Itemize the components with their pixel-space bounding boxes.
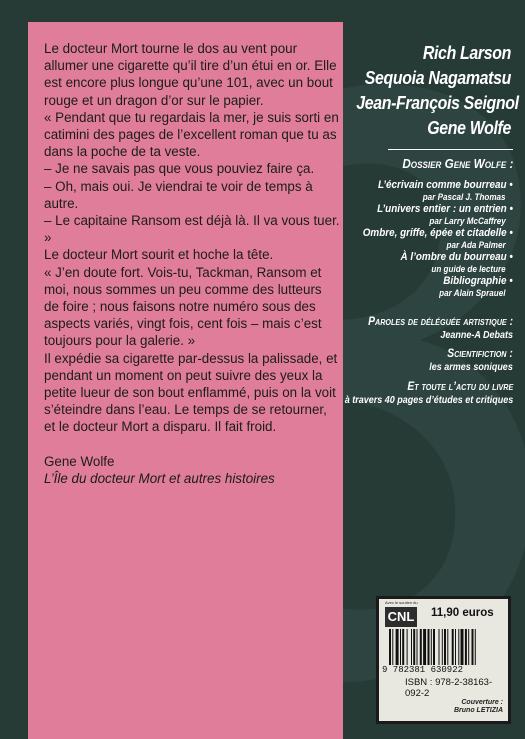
divider <box>388 149 513 150</box>
excerpt-paragraph: « J’en doute fort. Vois-tu, Tackman, Ransom et moi, nous sommes un peu comme des lutteurs de foire ; nous faisons notre numéro sous des aspects variés, vingt fois, cent fois – mais c’est toujours pour la galerie. » <box>44 264 322 349</box>
section-sub: à travers 40 pages d’études et critiques <box>344 395 513 406</box>
author-list <box>331 40 519 140</box>
dossier-item <box>363 227 513 251</box>
credit-name: Bruno LETIZIA <box>454 707 503 714</box>
section-scientifiction <box>429 348 513 374</box>
credit-label: Couverture : <box>461 699 503 706</box>
section-sub: Jeanne-A Debats <box>440 330 513 341</box>
dossier-item-author: par Larry McCaffrey <box>429 216 506 226</box>
barcode-digits: 9 782381 630922 <box>382 665 464 675</box>
dossier-heading: Dossier Gene Wolfe : <box>401 156 513 171</box>
dossier-item-title: À l’ombre du bourreau • <box>400 251 513 263</box>
section-heading: Paroles de déléguée artistique : <box>368 316 513 328</box>
barcode-icon <box>389 629 504 665</box>
barcode-panel <box>376 596 511 724</box>
excerpt-paragraph: – Oh, mais oui. Je viendrai te voir de temps à autre. <box>44 178 313 211</box>
dossier-item <box>401 251 513 275</box>
dossier-item <box>439 275 513 299</box>
author-name: Jean-François Seignol <box>356 92 519 113</box>
excerpt-author: Gene Wolfe <box>44 453 115 469</box>
isbn: ISBN : 978-2-38163-092-2 <box>405 677 493 699</box>
section-sub: les armes soniques <box>429 362 513 373</box>
section-heading: Scientifiction : <box>447 348 513 360</box>
dossier-item-title: L’univers entier : un entrien • <box>377 203 513 215</box>
cover-credit <box>454 699 503 715</box>
dossier-item-author: par Pascal J. Thomas <box>422 192 506 202</box>
excerpt-paragraph: – Le capitaine Ransom est déjà là. Il va vous tuer. » <box>44 213 340 246</box>
book-excerpt <box>44 40 340 487</box>
dossier-item-author: par Alain Sprauel <box>439 288 506 298</box>
excerpt-book-title: L’Île du docteur Mort et autres histoires <box>44 470 275 486</box>
excerpt-paragraph: – Je ne savais pas que vous pouviez faire ça. <box>44 161 315 177</box>
excerpt-paragraph: Le docteur Mort sourit et hoche la tête. <box>44 247 274 263</box>
dossier-item-author: par Ada Palmer <box>446 240 506 250</box>
author-name: Gene Wolfe <box>427 117 511 138</box>
excerpt-paragraph: Il expédie sa cigarette par-dessus la palissade, et pendant un moment on peut suivre des yeux la petite lueur de son bout enflammé, puis on la voit s’éteindre dans l’eau. Le temps de se retourner, et le docteur Mort a disparu. Il fait froid. <box>44 350 338 435</box>
dossier-item <box>377 203 513 227</box>
section-artistic <box>368 316 513 342</box>
excerpt-paragraph: Le docteur Mort tourne le dos au vent pour allumer une cigarette qu’il tire d’un étui en or. Elle est encore plus longue qu’une 101, avec un bout rouge et un dragon d’or sur le papier. <box>44 41 337 108</box>
dossier-item <box>378 179 513 203</box>
excerpt-paragraph: « Pendant que tu regardais la mer, je suis sorti en catimini des pages de l’excellent roman que tu as dans la poche de ta veste. <box>44 109 339 160</box>
dossier-item-title: Ombre, griffe, épée et citadelle • <box>362 227 513 239</box>
cnl-logo: CNL <box>385 607 417 627</box>
section-heading: Et toute l’actu du livre <box>407 381 513 393</box>
section-news <box>344 381 513 407</box>
dossier-item-title: L’écrivain comme bourreau • <box>378 179 513 191</box>
dossier-item-author: un guide de lecture <box>431 264 506 274</box>
price: 11,90 euros <box>431 607 494 619</box>
author-name: Sequoia Nagamatsu <box>364 67 511 88</box>
dossier-item-title: Bibliographie • <box>443 275 513 287</box>
support-note: Avec le soutien du <box>385 600 418 605</box>
author-name: Rich Larson <box>422 42 511 63</box>
